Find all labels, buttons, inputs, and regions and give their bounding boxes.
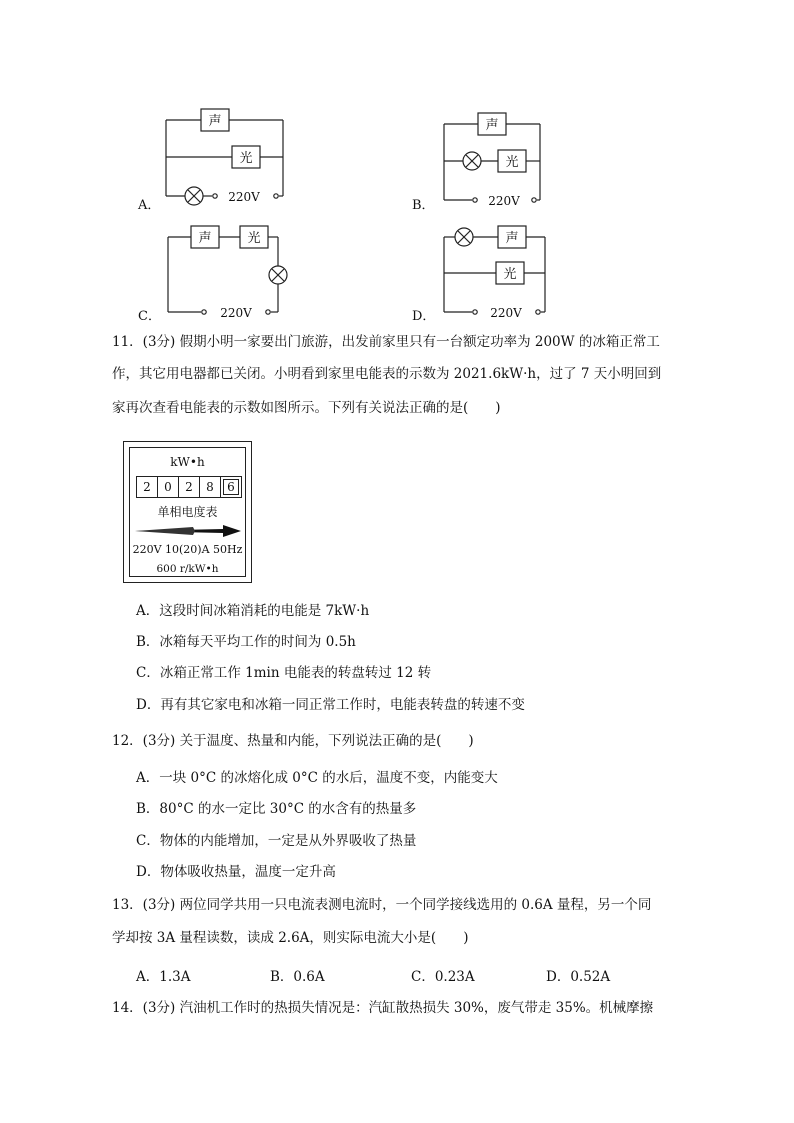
meter-digit-decimal [221, 476, 242, 498]
circuit-d-voice-label: 声 [505, 231, 519, 246]
q12-stem: 12．(3分) 关于温度、热量和内能，下列说法正确的是( ) [112, 733, 474, 749]
circuit-c-voice-label: 声 [198, 231, 212, 246]
circuit-a [166, 109, 283, 205]
meter-unit: kW•h [170, 455, 205, 469]
circuit-b-letter: B． [412, 198, 435, 213]
electric-meter [123, 441, 252, 583]
q13-option-c: C．0.23A [411, 969, 475, 985]
q11-line-2: 作，其它用电器都已关闭。小明看到家里电能表的示数为 2021.6kW·h，过了 7 天小明回到 [112, 366, 662, 382]
meter-digit: 2 [179, 476, 200, 498]
q14-line-1: 14．(3分) 汽油机工作时的热损失情况是：汽缸散热损失 30%，废气带走 35%。机械摩擦 [112, 1000, 654, 1016]
q13-option-b: B．0.6A [270, 969, 325, 985]
q11-line-3: 家再次查看电能表的示数如图所示。下列有关说法正确的是( ) [112, 400, 501, 416]
q13-option-a: A．1.3A [136, 969, 191, 985]
circuit-a-light-label: 光 [239, 151, 253, 166]
circuit-d-letter: D． [412, 309, 436, 324]
circuit-a-voltage: 220V [228, 190, 260, 204]
meter-digit: 0 [158, 476, 179, 498]
circuit-d-voltage: 220V [490, 306, 522, 320]
q12-option-a: A．一块 0°C 的冰熔化成 0°C 的水后，温度不变，内能变大 [136, 770, 498, 786]
q11-option-c: C．冰箱正常工作 1min 电能表的转盘转过 12 转 [136, 665, 432, 681]
meter-spec: 220V 10(20)A 50Hz [132, 543, 243, 556]
meter-digit: 8 [200, 476, 221, 498]
meter-decimal-box: 6 [223, 479, 239, 495]
circuit-c-voltage: 220V [220, 306, 252, 320]
circuit-b-voltage: 220V [488, 194, 520, 208]
meter-digit: 2 [136, 476, 158, 498]
q12-option-b: B．80°C 的水一定比 30°C 的水含有的热量多 [136, 801, 417, 817]
circuit-c-letter: C． [138, 309, 161, 324]
circuit-a-letter: A． [138, 198, 161, 213]
meter-rate: 600 r/kW•h [156, 563, 219, 575]
circuit-b-light-label: 光 [505, 155, 519, 170]
circuit-svg [0, 0, 794, 330]
circuit-c [168, 226, 287, 314]
q11-line-1: 11．(3分) 假期小明一家要出门旅游，出发前家里只有一台额定功率为 200W 的冰箱正常工 [112, 334, 660, 350]
q12-option-d: D．物体吸收热量，温度一定升高 [136, 864, 336, 880]
q11-option-b: B．冰箱每天平均工作的时间为 0.5h [136, 634, 356, 650]
circuit-c-light-label: 光 [247, 231, 261, 246]
q13-line-1: 13．(3分) 两位同学共用一只电流表测电流时，一个同学接线选用的 0.6A 量程，另一个同 [112, 897, 652, 913]
circuit-a-voice-label: 声 [208, 114, 222, 129]
meter-digits [136, 476, 242, 498]
meter-inner-frame [129, 447, 246, 577]
q11-option-d: D．再有其它家电和冰箱一同正常工作时，电能表转盘的转速不变 [136, 697, 525, 713]
q13-option-d: D．0.52A [546, 969, 611, 985]
circuit-d-light-label: 光 [503, 267, 517, 282]
q12-option-c: C．物体的内能增加，一定是从外界吸收了热量 [136, 833, 417, 849]
circuit-b-voice-label: 声 [485, 118, 499, 133]
meter-name: 单相电度表 [157, 505, 218, 519]
meter-arrow-icon [133, 523, 243, 539]
circuit-d [444, 226, 545, 314]
q11-option-a: A．这段时间冰箱消耗的电能是 7kW·h [136, 603, 370, 619]
q13-line-2: 学却按 3A 量程读数，读成 2.6A，则实际电流大小是( ) [112, 930, 469, 946]
